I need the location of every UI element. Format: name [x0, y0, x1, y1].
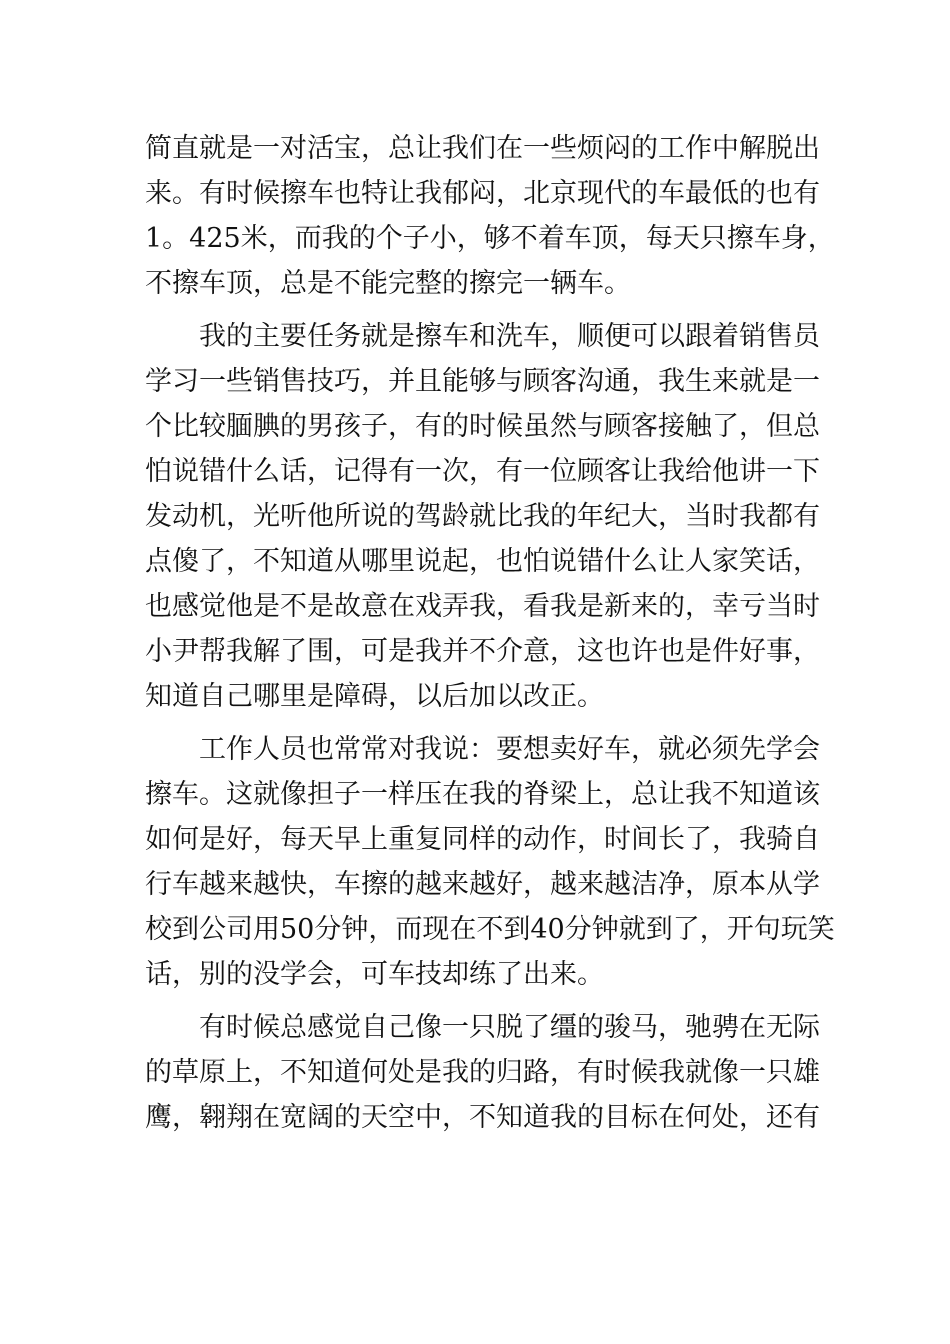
- text-line: 来。有时候擦车也特让我郁闷，北京现代的车最低的也有: [145, 178, 820, 209]
- document-body: [145, 126, 835, 1148]
- text-line: 小尹帮我解了围，可是我并不介意，这也许也是件好事，: [145, 636, 820, 667]
- paragraph-4: [145, 1005, 820, 1140]
- text-line: 也感觉他是不是故意在戏弄我，看我是新来的，幸亏当时: [145, 591, 820, 622]
- text-line: 知道自己哪里是障碍，以后加以改正。: [145, 681, 604, 712]
- text-line: 的草原上，不知道何处是我的归路，有时候我就像一只雄: [145, 1057, 820, 1088]
- text-line: 发动机，光听他所说的驾龄就比我的年纪大，当时我都有: [145, 501, 820, 532]
- text-line: 点傻了，不知道从哪里说起，也怕说错什么让人家笑话，: [145, 546, 820, 577]
- text-line: 话，别的没学会，可车技却练了出来。: [145, 959, 604, 990]
- paragraph-1: [145, 126, 835, 306]
- text-line: 校到公司用50分钟，而现在不到40分钟就到了，开句玩笑: [145, 914, 835, 945]
- text-line: 不擦车顶，总是不能完整的擦完一辆车。: [145, 268, 631, 299]
- text-line: 怕说错什么话，记得有一次，有一位顾客让我给他讲一下: [145, 456, 820, 487]
- text-line: 如何是好，每天早上重复同样的动作，时间长了，我骑自: [145, 824, 820, 855]
- paragraph-3: [145, 727, 835, 997]
- text-line: 工作人员也常常对我说：要想卖好车，就必须先学会: [199, 734, 820, 765]
- text-line: 个比较腼腆的男孩子，有的时候虽然与顾客接触了，但总: [145, 411, 820, 442]
- text-line: 学习一些销售技巧，并且能够与顾客沟通，我生来就是一: [145, 366, 820, 397]
- paragraph-2: [145, 314, 820, 719]
- text-line: 鹰，翱翔在宽阔的天空中，不知道我的目标在何处，还有: [145, 1102, 820, 1133]
- text-line: 1。425米，而我的个子小，够不着车顶，每天只擦车身，: [145, 223, 835, 254]
- text-line: 有时候总感觉自己像一只脱了缰的骏马，驰骋在无际: [199, 1012, 820, 1043]
- text-line: 擦车。这就像担子一样压在我的脊梁上，总让我不知道该: [145, 779, 820, 810]
- text-line: 我的主要任务就是擦车和洗车，顺便可以跟着销售员: [199, 321, 820, 352]
- text-line: 行车越来越快，车擦的越来越好，越来越洁净，原本从学: [145, 869, 820, 900]
- text-line: 简直就是一对活宝，总让我们在一些烦闷的工作中解脱出: [145, 133, 820, 164]
